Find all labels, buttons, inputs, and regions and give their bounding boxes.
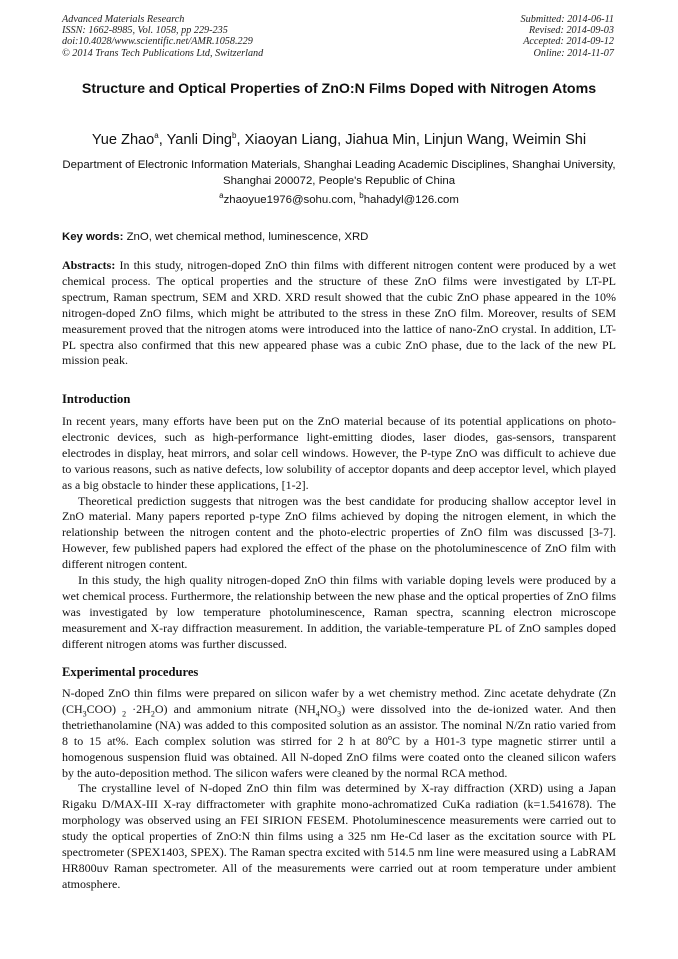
author-name: Linjun Wang — [423, 132, 505, 148]
doi-line: doi:10.4028/www.scientific.net/AMR.1058.229 — [62, 36, 253, 48]
keywords-label: Key words: — [62, 231, 124, 243]
copyright-line: © 2014 Trans Tech Publications Ltd, Switzerland — [62, 47, 264, 59]
experimental-paragraph: The crystalline level of N-doped ZnO thin film was determined by X-ray diffraction (XRD) using a Japan Rigaku D/MAX-III X-ray diffractometer with graphite mono-achromatized CuKa radiation (k=1.541678). The morphology was observed using an FEI SIRION FESEM. Photoluminescence measurements were carried out to study the optical properties of ZnO:N thin films using a 325 nm He-Cd laser as the excitation source with PL spectrometer (SPEX1403, SPEX). The Raman spectra excited with 514.5 nm line were measured using a LabRAM HR800uv Raman spectrometer. All of the measurements were carried out at room temperature under ambient atmosphere. — [62, 781, 616, 891]
author-name: Weimin Shi — [512, 132, 587, 148]
journal-name: Advanced Materials Research — [62, 14, 185, 25]
author-affiliation-mark: b — [232, 131, 237, 141]
introduction-paragraph: Theoretical prediction suggests that nitrogen was the best candidate for producing shallow acceptor level in ZnO material. Many papers reported p-type ZnO films achieved by doping the nitrogen element, in which the relationship between the nitrogen content and the photo-electric properties of ZnO film was discussed [3-7]. However, few published papers had explored the effect of the phase on the photoluminescence of ZnO film with different nitrogen content. — [62, 493, 616, 572]
author-emails: $^a$zhaoyue1976@sohu.com, $^b$hahadyl@126.com — [219, 191, 459, 206]
introduction-paragraph: In recent years, many efforts have been put on the ZnO material because of its potential applications on photo-electronic devices, such as high-performance light-emitting diodes, laser diodes, gas-sensors, transparent electrodes in display, heat mirrors, and solar cell windows. However, the P-type ZnO was difficult to achieve due to various reasons, such as native defects, low solubility of acceptor dopants and deep acceptor level, which played as a big obstacle to hinder these applications, [1-2]. — [62, 414, 616, 492]
abstract-text: In this study, nitrogen-doped ZnO thin films with different nitrogen content were produced by a wet chemical process. The optical properties and the structure of these ZnO films were investigated by LT-PL spectrum, Raman spectrum, SEM and XRD. XRD result showed that the cubic ZnO phase appeared in the 10% nitrogen-doped ZnO films, which might be attributed to the stress in these ZnO film. Moreover, results of SEM measurement proved that the nitrogen atoms were introduced into the lattice of nano-ZnO crystal. In addition, LT-PL spectra also confirmed that this new appeared phase was a cubic ZnO phase, due to the lack of the new PL mission peak. — [62, 258, 617, 368]
introduction-body — [62, 414, 616, 653]
accepted-date: Accepted: 2014-09-12 — [523, 36, 614, 48]
email-mark-b: b — [359, 191, 364, 201]
keywords-text: ZnO, wet chemical method, luminescence, XRD — [126, 231, 369, 243]
header-left — [62, 14, 263, 59]
submitted-date: Submitted: 2014-06-11 — [520, 14, 614, 25]
author-name: Yue Zhao — [91, 132, 155, 148]
author-name: Jiahua Min — [345, 132, 416, 148]
author-name: Xiaoyan Liang — [244, 132, 338, 148]
revised-date: Revised: 2014-09-03 — [528, 25, 614, 37]
email-mark-a: a — [219, 191, 224, 201]
abstract — [62, 258, 616, 369]
paper-title: Structure and Optical Properties of ZnO:N Films Doped with Nitrogen Atoms — [81, 81, 597, 97]
experimental-heading: Experimental procedures — [62, 665, 199, 679]
experimental-body — [62, 686, 616, 893]
author-affiliation-mark: a — [154, 131, 159, 141]
email-b: hahadyl@126.com — [363, 194, 459, 206]
online-date: Online: 2014-11-07 — [533, 47, 614, 59]
abstract-label: Abstracts: — [62, 258, 116, 272]
header-right — [521, 14, 614, 59]
keywords — [62, 230, 616, 244]
issn-line: ISSN: 1662-8985, Vol. 1058, pp 229-235 — [62, 25, 228, 37]
introduction-paragraph: In this study, the high quality nitrogen-doped ZnO thin films with variable doping levels were produced by a wet chemical process. Furthermore, the relationship between the new phase and the optical properties of ZnO films was investigated by low temperature photoluminescence, Raman spectra, scanning electron microscope measurement and X-ray diffraction measurement. In addition, the variable-temperature PL of ZnO samples doped different nitrogen atoms was further discussed. — [62, 573, 616, 651]
author-name: Yanli Ding — [166, 132, 233, 148]
email-a: zhaoyue1976@sohu.com — [223, 194, 353, 206]
author-list: Yue Zhao$^a$, Yanli Ding$^b$, Xiaoyan Liang, Jiahua Min, Linjun Wang, Weimin Shi — [91, 131, 587, 148]
affiliation: Department of Electronic Information Materials, Shanghai Leading Academic Disciplines, Shanghai University, Shanghai 200072, People's Republic of China — [62, 159, 616, 187]
experimental-paragraph: N-doped ZnO thin films were prepared on silicon wafer by a wet chemistry method. Zinc acetate dehydrate (Zn $(CH_3COO)$ $_2 \cdot 2H_2O$) and ammonium nitrate $(NH_4NO_3)$ were dissolved into the de-ionized water. And then thetriethanolamine (NA) was added to this composited solution as an assistor. The nominal N/Zn ratio varied from 8 to 15 at%. Each complex solution was stirred for 2 h at 80$^o$C by a H01-3 type magnetic stirrer until a homogenous suspension fluid was obtained. All N-doped ZnO films were coated onto the cleaned silicon wafers by the auto-deposition method. The silicon wafers were cleaned by the normal RCA method. — [62, 686, 616, 780]
introduction-heading: Introduction — [62, 392, 131, 406]
